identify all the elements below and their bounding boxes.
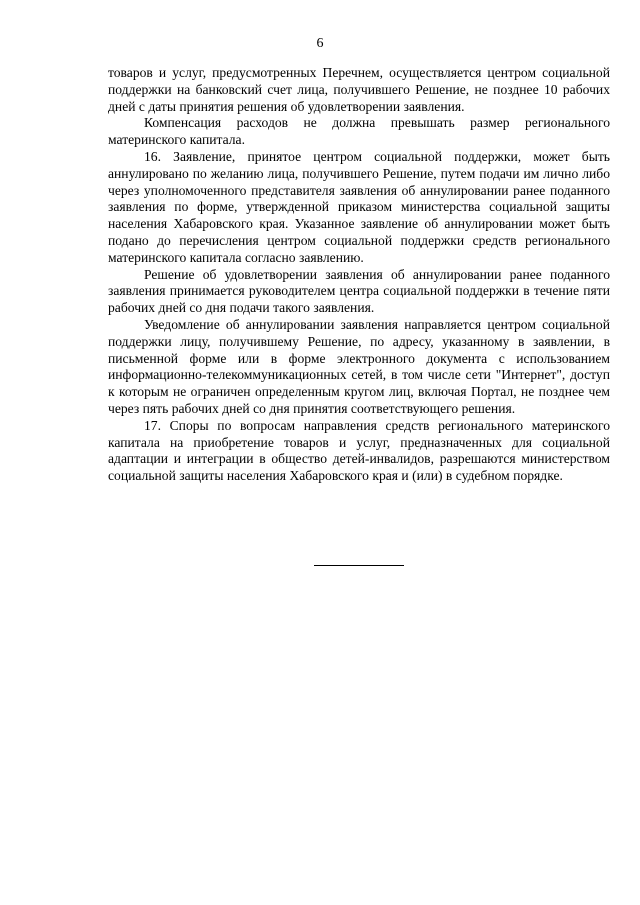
paragraph-compensation-limit: Компенсация расходов не должна превышать размер регионального материнского капитала. <box>108 115 610 148</box>
paragraph-annulment-notice: Уведомление об аннулировании заявления направляется центром социальной поддержки лицу, получившему Решение, по адресу, указанному в заявлении, в письменной форме или в форме электронного документа с использованием информационно-телекоммуникационных сетей, в том числе сети "Интернет", доступ к которым не ограничен определенным кругом лиц, включая Портал, не позднее чем через пять рабочих дней со дня принятия соответствующего решения. <box>108 316 610 416</box>
paragraph-16-annulment: 16. Заявление, принятое центром социальной поддержки, может быть аннулировано по желанию лица, получившего Решение, путем подачи им лично либо через уполномоченного представителя заявления об аннулировании ранее поданного заявления по форме, утвержденной приказом министерства социальной защиты населения Хабаровского края. Указанное заявление об аннулировании может быть подано до перечисления центром социальной поддержки средств регионального материнского капитала согласно заявлению. <box>108 148 610 265</box>
closing-divider <box>314 565 404 566</box>
document-body <box>108 65 610 485</box>
paragraph-17-disputes: 17. Споры по вопросам направления средств регионального материнского капитала на приобретение товаров и услуг, предназначенных для социальной адаптации и интеграции в общество детей-инвалидов, разрешаются министерством социальной защиты населения Хабаровского края и (или) в судебном порядке. <box>108 417 610 484</box>
page-number: 6 <box>316 36 324 51</box>
paragraph-annulment-decision: Решение об удовлетворении заявления об аннулировании ранее поданного заявления принимается руководителем центра социальной поддержки в течение пяти рабочих дней со дня подачи такого заявления. <box>108 266 610 316</box>
paragraph-compensation-transfer: товаров и услуг, предусмотренных Перечнем, осуществляется центром социальной поддержки на банковский счет лица, получившего Решение, не позднее 10 рабочих дней с даты принятия решения об удовлетворении заявления. <box>108 65 610 114</box>
